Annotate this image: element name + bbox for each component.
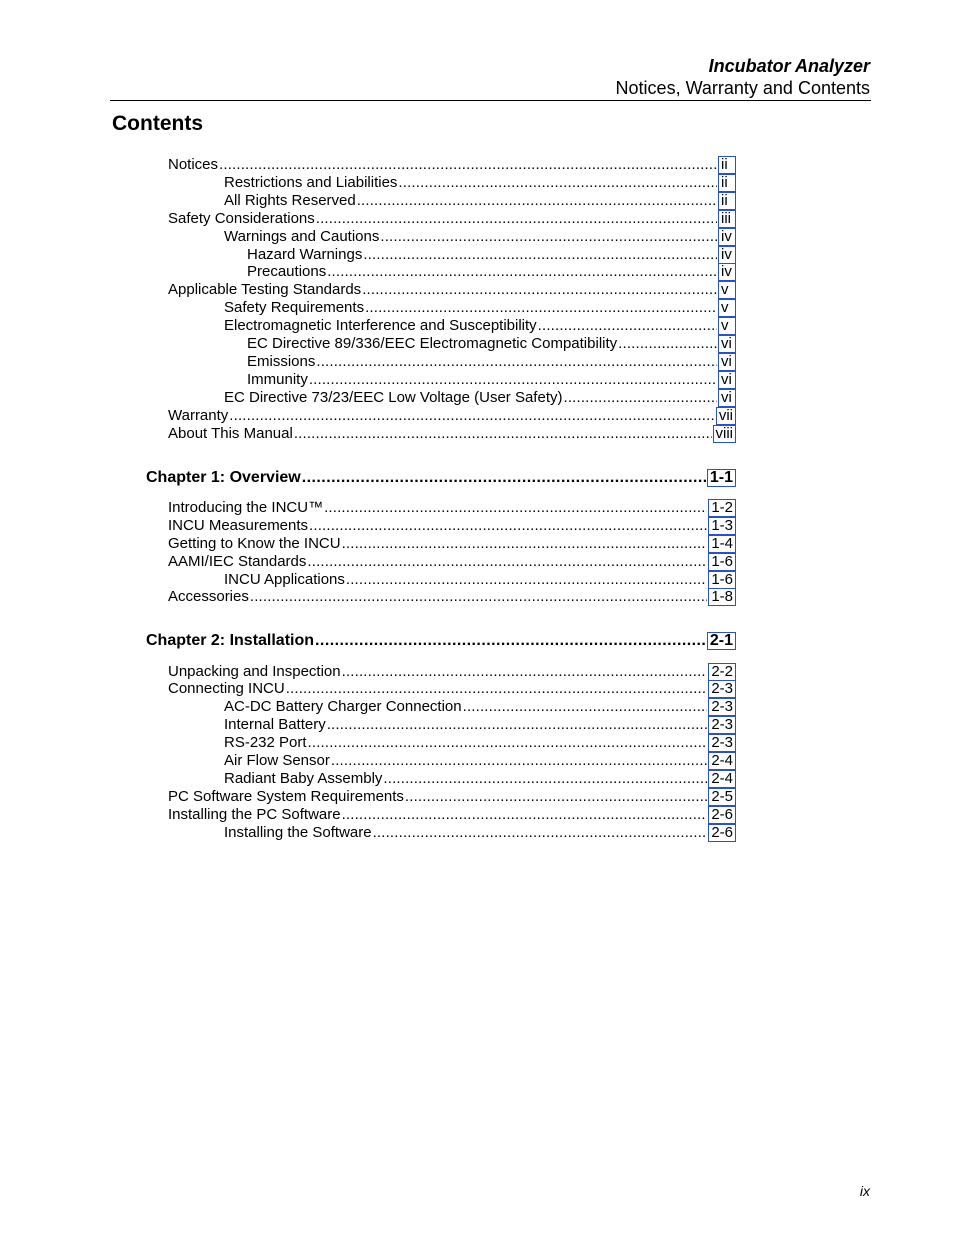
toc-entry[interactable] [168, 553, 736, 571]
toc-entry[interactable] [168, 588, 736, 606]
toc-page-link[interactable]: vii [716, 407, 736, 425]
toc-entry[interactable] [224, 299, 736, 317]
toc-leader-dots [286, 680, 708, 698]
toc-page-link[interactable]: 1-6 [708, 553, 736, 571]
toc-page-link[interactable]: 2-3 [708, 716, 736, 734]
toc-leader-dots [308, 734, 708, 752]
toc-leader-dots [365, 299, 717, 317]
toc-entry-label: AC-DC Battery Charger Connection [224, 698, 462, 715]
toc-leader-dots [373, 824, 708, 842]
toc-page-link[interactable]: v [718, 317, 736, 335]
toc-entry-label: Unpacking and Inspection [168, 663, 341, 680]
toc-page-link[interactable]: ii [718, 174, 736, 192]
toc-leader-dots [316, 353, 717, 371]
toc-page-link[interactable]: iv [718, 228, 736, 246]
toc-entry-label: Getting to Know the INCU [168, 535, 341, 552]
toc-page-link[interactable]: 2-4 [708, 770, 736, 788]
toc-entry[interactable] [224, 389, 736, 407]
toc-leader-dots [342, 806, 708, 824]
toc-entry[interactable] [224, 698, 736, 716]
toc-page-link[interactable]: vi [718, 371, 736, 389]
toc-entry[interactable] [168, 499, 736, 517]
page-number: ix [859, 1183, 870, 1199]
toc-leader-dots [380, 228, 717, 246]
toc-entry[interactable] [168, 806, 736, 824]
toc-entry[interactable] [247, 263, 736, 281]
toc-entry[interactable] [224, 228, 736, 246]
toc-leader-dots [327, 263, 717, 281]
toc-entry[interactable] [168, 425, 736, 443]
toc-page-link[interactable]: 2-5 [708, 788, 736, 806]
toc-entry-label: INCU Applications [224, 571, 345, 588]
toc-page-link[interactable]: 1-8 [708, 588, 736, 606]
toc-entry-label: Restrictions and Liabilities [224, 174, 398, 191]
toc-page-link[interactable]: iii [718, 210, 736, 228]
toc-page-link[interactable]: iv [718, 246, 736, 264]
toc-entry-label: Chapter 1: Overview [146, 469, 301, 486]
toc-entry-label: Chapter 2: Installation [146, 632, 315, 649]
toc-entry[interactable] [168, 407, 736, 425]
toc-leader-dots [383, 770, 707, 788]
toc-entry[interactable] [224, 571, 736, 589]
toc-page-link[interactable]: vi [718, 389, 736, 407]
toc-page-link[interactable]: 1-4 [708, 535, 736, 553]
toc-entry[interactable] [168, 663, 736, 681]
toc-entry-label: RS-232 Port [224, 734, 307, 751]
toc-page-link[interactable]: 1-6 [708, 571, 736, 589]
toc-entry[interactable] [224, 734, 736, 752]
toc-entry-label: Notices [168, 156, 219, 173]
toc-leader-dots [327, 716, 708, 734]
toc-page-link[interactable]: 1-2 [708, 499, 736, 517]
toc-leader-dots [219, 156, 717, 174]
toc-leader-dots [342, 663, 708, 681]
toc-leader-dots [405, 788, 707, 806]
toc-entry-label: Introducing the INCU™ [168, 499, 324, 516]
toc-leader-dots [229, 407, 715, 425]
toc-entry-label: Warranty [168, 407, 229, 424]
toc-entry[interactable] [247, 335, 736, 353]
toc-page-link[interactable]: 2-3 [708, 698, 736, 716]
toc-leader-dots [398, 174, 717, 192]
toc-leader-dots [307, 553, 707, 571]
toc-page-link[interactable]: 2-6 [708, 824, 736, 842]
toc-leader-dots [294, 425, 712, 443]
toc-leader-dots [463, 698, 708, 716]
toc-leader-dots [315, 632, 706, 650]
toc-entry-label: Radiant Baby Assembly [224, 770, 383, 787]
header-title: Incubator Analyzer [708, 56, 870, 76]
toc-entry[interactable] [247, 371, 736, 389]
toc-entry[interactable] [224, 174, 736, 192]
toc-page-link[interactable]: 2-1 [707, 632, 736, 650]
toc-page-link[interactable]: 2-3 [708, 680, 736, 698]
toc-leader-dots [563, 389, 717, 407]
toc-leader-dots [324, 499, 707, 517]
toc-entry[interactable] [224, 716, 736, 734]
toc-entry-label: Internal Battery [224, 716, 326, 733]
toc-entry[interactable] [224, 192, 736, 210]
toc-entry-label: PC Software System Requirements [168, 788, 404, 805]
toc-entry-label: About This Manual [168, 425, 293, 442]
toc-entry[interactable] [168, 281, 736, 299]
toc-entry[interactable] [247, 353, 736, 371]
toc-entry[interactable] [168, 788, 736, 806]
header-subtitle: Notices, Warranty and Contents [615, 78, 870, 98]
toc-page-link[interactable]: 2-2 [708, 663, 736, 681]
toc-leader-dots [346, 571, 707, 589]
toc-entry-label: EC Directive 89/336/EEC Electromagnetic Compatibility [247, 335, 618, 352]
toc-entry-label: Installing the Software [224, 824, 372, 841]
toc-leader-dots [331, 752, 707, 770]
toc-page-link[interactable]: 2-6 [708, 806, 736, 824]
toc-entry-label: Emissions [247, 353, 316, 370]
toc-leader-dots [250, 588, 707, 606]
toc-entry-label: Air Flow Sensor [224, 752, 330, 769]
toc-page-link[interactable]: v [718, 281, 736, 299]
toc-page-link[interactable]: 1-3 [708, 517, 736, 535]
toc-page-link[interactable]: 1-1 [707, 469, 736, 487]
toc-entry-label: INCU Measurements [168, 517, 309, 534]
toc-leader-dots [363, 246, 717, 264]
toc-chapter-entry[interactable] [146, 469, 736, 487]
toc-entry[interactable] [168, 210, 736, 228]
toc-entry[interactable] [224, 752, 736, 770]
toc-page-link[interactable]: v [718, 299, 736, 317]
toc-leader-dots [342, 535, 708, 553]
toc-entry-label: Immunity [247, 371, 308, 388]
toc-entry-label: Safety Considerations [168, 210, 315, 227]
header-rule [110, 100, 871, 101]
toc-entry-label: Precautions [247, 263, 327, 280]
toc-page-link[interactable]: vi [718, 353, 736, 371]
toc-entry[interactable] [168, 535, 736, 553]
toc-entry[interactable] [224, 824, 736, 842]
toc-entry-label: Hazard Warnings [247, 246, 363, 263]
toc-entry-label: Applicable Testing Standards [168, 281, 362, 298]
toc-entry[interactable] [168, 156, 736, 174]
toc-entry-label: All Rights Reserved [224, 192, 356, 209]
toc-entry-label: Safety Requirements [224, 299, 365, 316]
toc-entry[interactable] [168, 517, 736, 535]
toc-page-link[interactable]: 2-3 [708, 734, 736, 752]
toc-leader-dots [302, 469, 706, 487]
toc-page-link[interactable]: 2-4 [708, 752, 736, 770]
toc-entry-label: Electromagnetic Interference and Susceptibility [224, 317, 537, 334]
toc-entry-label: Installing the PC Software [168, 806, 341, 823]
toc-leader-dots [316, 210, 717, 228]
toc-leader-dots [309, 371, 717, 389]
contents-title: Contents [112, 112, 203, 135]
toc-leader-dots [362, 281, 717, 299]
toc-leader-dots [357, 192, 717, 210]
toc-entry-label: AAMI/IEC Standards [168, 553, 307, 570]
toc-entry[interactable] [224, 317, 736, 335]
toc-chapter-entry[interactable] [146, 632, 736, 650]
toc-entry[interactable] [224, 770, 736, 788]
toc-entry[interactable] [168, 680, 736, 698]
toc-leader-dots [309, 517, 707, 535]
toc-page-link[interactable]: vi [718, 335, 736, 353]
toc-entry-label: Warnings and Cautions [224, 228, 380, 245]
toc-entry[interactable] [247, 246, 736, 264]
toc-page-link[interactable]: iv [718, 263, 736, 281]
toc-page-link[interactable]: ii [718, 156, 736, 174]
toc-entry-label: Accessories [168, 588, 249, 605]
toc-leader-dots [618, 335, 717, 353]
toc-page-link[interactable]: viii [713, 425, 737, 443]
toc-entry-label: EC Directive 73/23/EEC Low Voltage (User Safety) [224, 389, 563, 406]
toc-leader-dots [538, 317, 717, 335]
toc-page-link[interactable]: ii [718, 192, 736, 210]
toc-entry-label: Connecting INCU [168, 680, 285, 697]
